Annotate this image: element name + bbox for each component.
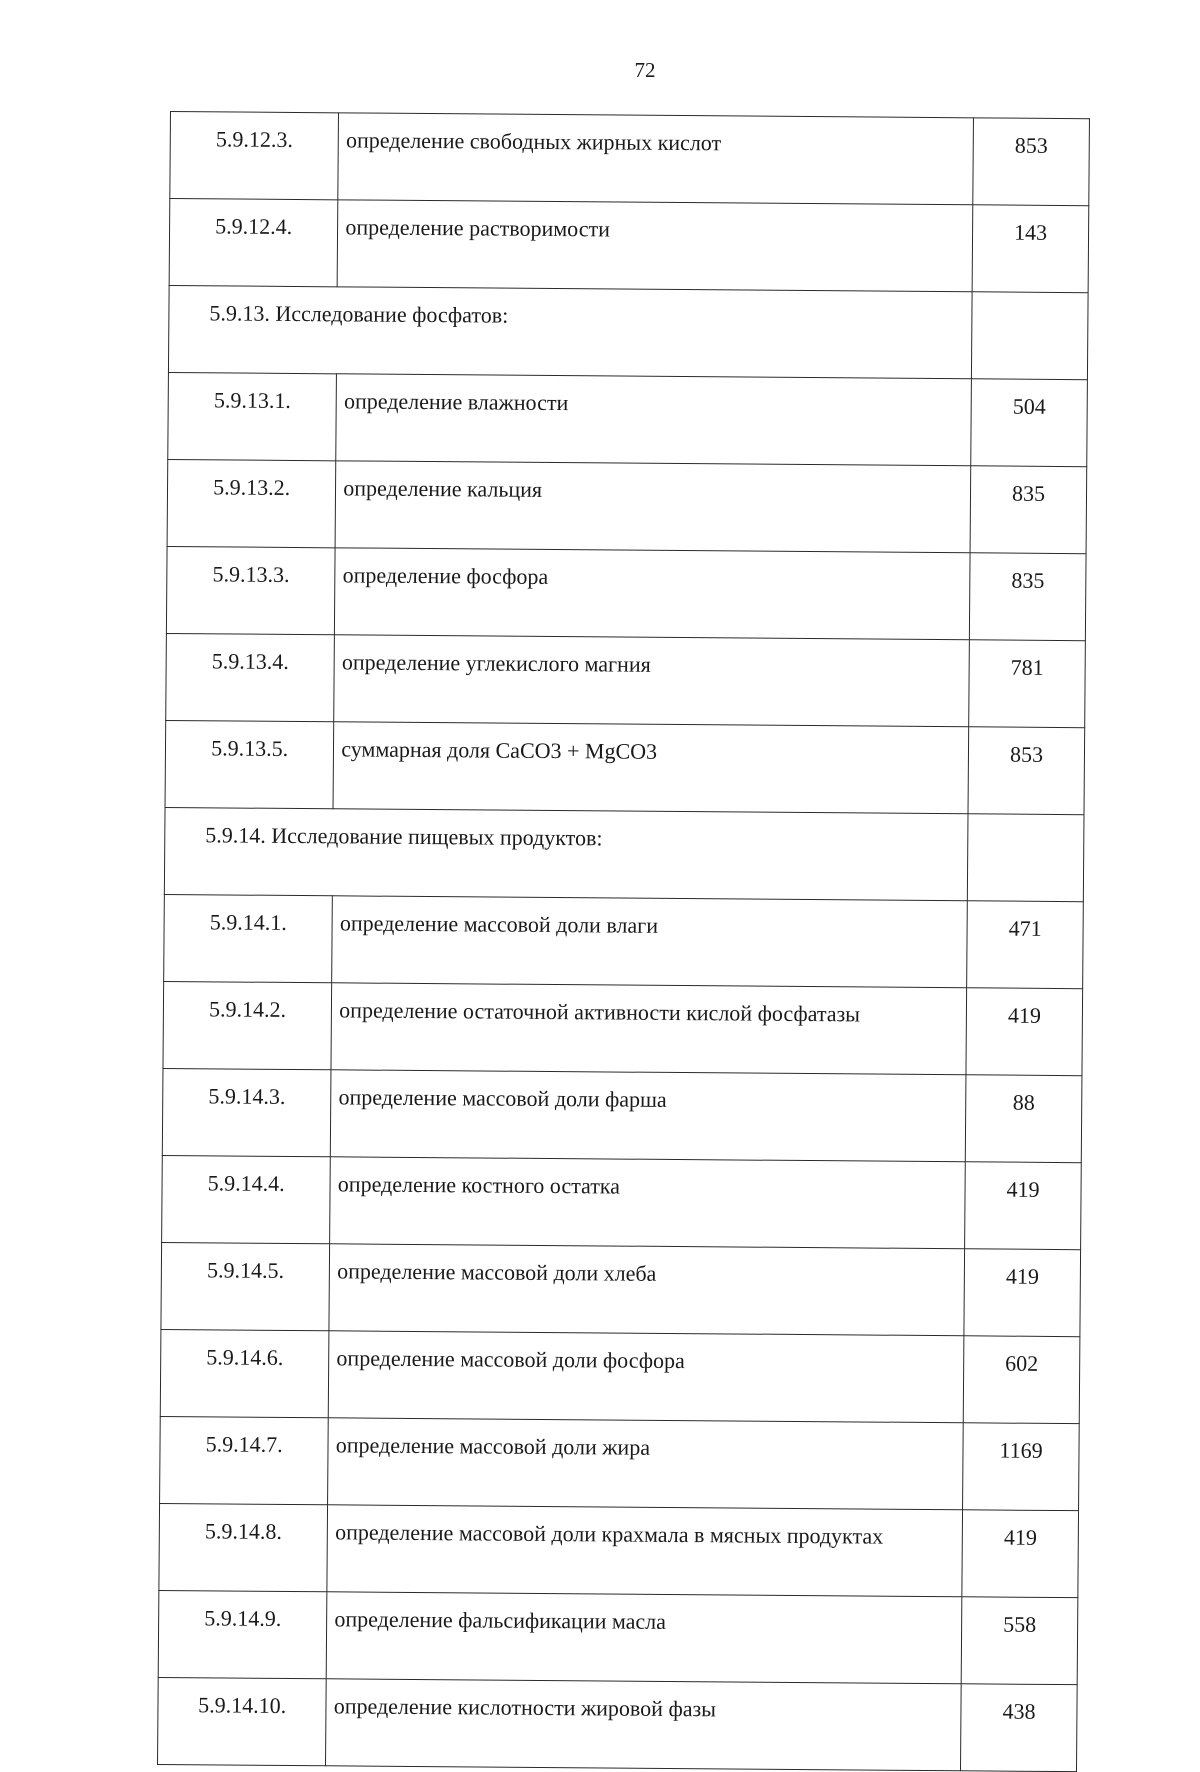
item-price: 88 bbox=[965, 1075, 1082, 1163]
item-name: определение фосфора bbox=[335, 548, 970, 640]
item-code: 5.9.14.1. bbox=[164, 894, 333, 982]
item-price: 835 bbox=[969, 553, 1086, 641]
table-row bbox=[158, 1677, 1078, 1771]
table-row bbox=[161, 1242, 1081, 1336]
item-price: 143 bbox=[972, 205, 1089, 293]
page-number: 72 bbox=[634, 58, 656, 82]
item-price: 781 bbox=[969, 640, 1086, 728]
item-code: 5.9.13.4. bbox=[166, 633, 335, 721]
table-row bbox=[160, 1416, 1080, 1510]
table-row bbox=[159, 1503, 1079, 1597]
item-code: 5.9.12.3. bbox=[170, 112, 339, 200]
item-code: 5.9.13.2. bbox=[167, 459, 336, 547]
item-code: 5.9.14.3. bbox=[162, 1068, 331, 1156]
item-code: 5.9.14.6. bbox=[160, 1329, 329, 1417]
section-row bbox=[168, 285, 1088, 379]
table-body bbox=[158, 112, 1090, 1772]
item-name: определение кислотности жировой фазы bbox=[326, 1679, 961, 1771]
item-code: 5.9.14.2. bbox=[163, 981, 332, 1069]
item-name: определение кальция bbox=[335, 461, 970, 553]
section-price-cell bbox=[972, 292, 1089, 380]
item-name: определение массовой доли хлеба bbox=[329, 1244, 964, 1336]
table-row bbox=[164, 894, 1084, 988]
item-code: 5.9.13.3. bbox=[166, 546, 335, 634]
item-code: 5.9.13.1. bbox=[168, 372, 337, 460]
item-name: определение растворимости bbox=[337, 200, 972, 292]
item-price: 419 bbox=[964, 1249, 1081, 1337]
table-row bbox=[168, 372, 1088, 466]
table-row bbox=[162, 1068, 1082, 1162]
item-name: определение влажности bbox=[336, 374, 971, 466]
item-name: определение свободных жирных кислот bbox=[338, 113, 973, 205]
item-name: определение массовой доли жира bbox=[328, 1418, 963, 1510]
item-code: 5.9.14.5. bbox=[161, 1242, 330, 1330]
table-row bbox=[163, 981, 1083, 1075]
item-name: определение массовой доли влаги bbox=[332, 896, 967, 988]
table-row bbox=[158, 1590, 1078, 1684]
item-name: определение массовой доли фарша bbox=[331, 1070, 966, 1162]
table-row bbox=[166, 633, 1086, 727]
table-row bbox=[166, 546, 1086, 640]
item-code: 5.9.14.10. bbox=[158, 1677, 327, 1765]
section-title: 5.9.13. Исследование фосфатов: bbox=[168, 285, 972, 378]
item-price: 419 bbox=[965, 1162, 1082, 1250]
table-row bbox=[160, 1329, 1080, 1423]
price-table bbox=[157, 111, 1090, 1772]
item-name: определение костного остатка bbox=[330, 1157, 965, 1249]
item-price: 504 bbox=[971, 379, 1088, 467]
section-row bbox=[164, 807, 1084, 901]
item-code: 5.9.14.7. bbox=[160, 1416, 329, 1504]
item-code: 5.9.14.4. bbox=[162, 1155, 331, 1243]
item-name: суммарная доля CaCO3 + MgCO3 bbox=[333, 722, 968, 814]
item-price: 438 bbox=[961, 1684, 1078, 1772]
item-price: 558 bbox=[961, 1597, 1078, 1685]
item-code: 5.9.13.5. bbox=[165, 720, 334, 808]
item-name: определение массовой доли фосфора bbox=[329, 1331, 964, 1423]
item-name: определение массовой доли крахмала в мясных продуктах bbox=[327, 1505, 962, 1597]
item-price: 853 bbox=[973, 118, 1090, 206]
item-price: 835 bbox=[970, 466, 1087, 554]
item-name: определение остаточной активности кислой фосфатазы bbox=[331, 983, 966, 1075]
item-price: 1169 bbox=[963, 1423, 1080, 1511]
item-price: 602 bbox=[963, 1336, 1080, 1424]
item-price: 419 bbox=[966, 988, 1083, 1076]
item-code: 5.9.14.8. bbox=[159, 1503, 328, 1591]
section-title: 5.9.14. Исследование пищевых продуктов: bbox=[164, 807, 968, 900]
item-code: 5.9.12.4. bbox=[169, 199, 338, 287]
item-price: 853 bbox=[968, 727, 1085, 815]
table-row bbox=[170, 112, 1090, 206]
section-price-cell bbox=[967, 814, 1084, 902]
table-row bbox=[169, 199, 1089, 293]
table-row bbox=[167, 459, 1087, 553]
item-name: определение фальсификации масла bbox=[326, 1592, 961, 1684]
table-row bbox=[162, 1155, 1082, 1249]
table-row bbox=[165, 720, 1085, 814]
item-price: 471 bbox=[967, 901, 1084, 989]
item-code: 5.9.14.9. bbox=[158, 1590, 327, 1678]
item-price: 419 bbox=[962, 1510, 1079, 1598]
item-name: определение углекислого магния bbox=[334, 635, 969, 727]
